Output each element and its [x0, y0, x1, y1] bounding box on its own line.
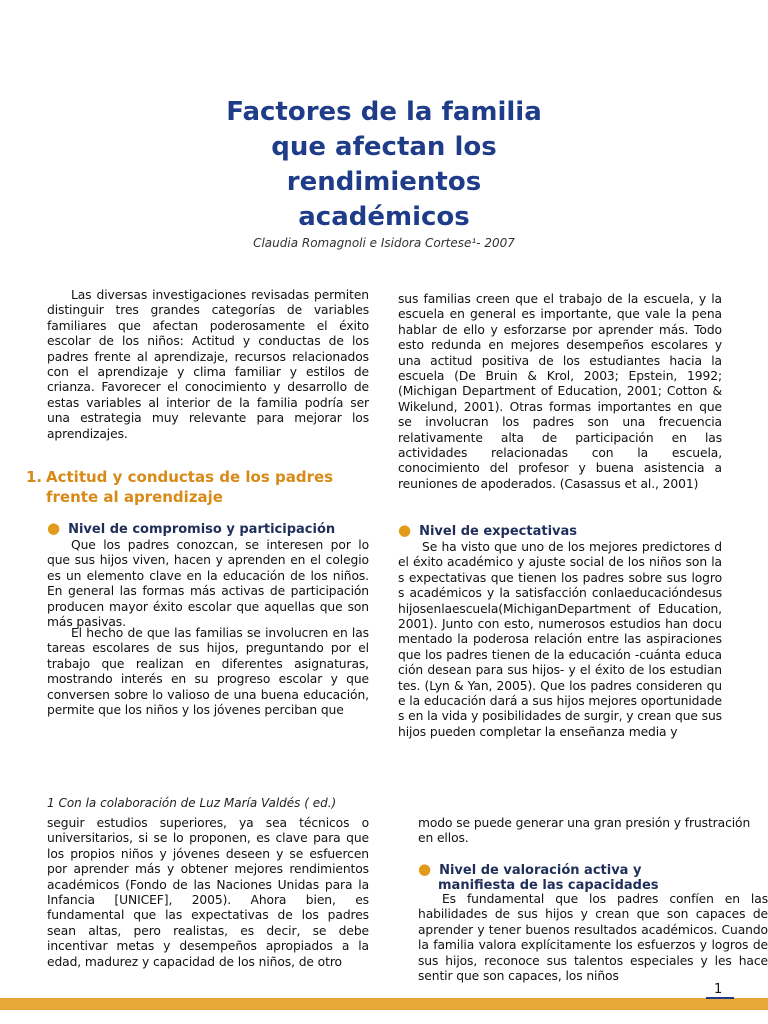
authors-text: Claudia Romagnoli e Isidora Cortese¹- 2007 — [253, 236, 515, 250]
title-line: Factores de la familia — [226, 97, 542, 127]
subheading-text: Nivel de compromiso y participación — [68, 522, 336, 537]
compromiso-paragraph-1: Que los padres conozcan, se interesen por lo que sus hijos viven, hacen y aprenden en el colegio es un elemento clave en la educación de los niños. En general las formas más activas de participación producen mayor éxito escolar que aquellas que son más pasivas. — [47, 538, 369, 630]
bullet-icon: ● — [398, 521, 412, 539]
page-title — [184, 95, 584, 235]
page-number-rule — [706, 997, 734, 999]
authors-line — [0, 236, 768, 250]
compromiso-paragraph-2: El hecho de que las familias se involucren en las tareas escolares de sus hijos, preguntando por el trabajo que realizan en diferentes asignaturas, mostrando interés en su progreso escolar y que conversen sobre lo valioso de una buena educación, permite que los niños y los jóvenes perciban que — [47, 626, 369, 718]
section-number: 1. — [26, 468, 43, 486]
title-line: que afectan los — [271, 132, 497, 162]
subheading-text-line2: manifiesta de las capacidades — [438, 878, 659, 893]
subheading-text: Nivel de valoración activa y — [439, 863, 642, 878]
intro-paragraph: Las diversas investigaciones revisadas permiten distinguir tres grandes categorías de variables familiares que afectan poderosamente el éxito escolar de los niños: Actitud y conductas de los padres frente al aprendizaje, recursos relacionados con el aprendizaje y clima familiar y estilos de crianza. Favorecer el conocimiento y desarrollo de estas variables al interior de la familia podría ser una estrategia muy relevante para mejorar los aprendizajes. — [47, 288, 369, 441]
section-heading-1 — [26, 467, 366, 507]
right-top-paragraph: sus familias creen que el trabajo de la escuela, y la escuela en general es importante, que vale la pena hablar de ello y esforzarse por aprender más. Todo esto redunda en mejores desempeños escolares y una actitud positiva de los estudiantes hacia la escuela (De Bruin & Krol, 2003; Epstein, 1992; (Michigan Department of Education, 2001; Cotton & Wikelund, 2001). Otras formas importantes en que se involucran los padres son una frecuencia relativamente alta de participación en las actividades relacionadas con la escuela, conocimiento del profesor y buena asistencia a reuniones de apoderados. (Casassus et al., 2001) — [398, 292, 722, 491]
title-line: rendimientos — [286, 167, 482, 197]
right-bottom-paragraph: modo se puede generar una gran presión y frustración en ellos. — [418, 816, 751, 846]
valoracion-paragraph: Es fundamental que los padres confíen en las habilidades de sus hijos y crean que son capaces de aprender y tener buenos resultados académicos. Cuando la familia valora explícitamente los esfuerzos y logros de sus hijos, reconoce sus talentos especiales y les hace sentir que son capaces, los niños — [418, 892, 768, 984]
bullet-icon: ● — [418, 860, 432, 878]
title-line: académicos — [298, 202, 470, 232]
bullet-icon: ● — [47, 519, 61, 537]
subheading-valoracion — [418, 862, 659, 893]
footer-bar — [0, 998, 768, 1010]
expectativas-paragraph: Se ha visto que uno de los mejores predictores del éxito académico y ajuste social de los niños son las expectativas que tienen los padres sobre sus logros académicos y la satisfacción conlaeducacióndesushijosenlaescuela(MichiganDepartment of Education, 2001). Junto con esto, numerosos estudios han documentado la poderosa relación entre las aspiraciones que los padres tienen de la educación -cuánta educación desean para sus hijos- y el éxito de los estudiantes. (Lyn & Yan, 2005). Que los padres consideren que la educación dará a sus hijos mejores oportunidades en la vida y posibilidades de surgir, y crean que sus hijos pueden completar la enseñanza media y — [398, 540, 722, 739]
page-number: 1 — [714, 982, 723, 997]
subheading-expectativas — [398, 523, 577, 539]
footnote: 1 Con la colaboración de Luz María Valdés ( ed.) — [47, 796, 337, 810]
section-heading-text: Actitud y conductas de los padres frente al aprendizaje — [46, 468, 334, 506]
left-bottom-paragraph: seguir estudios superiores, ya sea técnicos o universitarios, si se lo proponen, es clave para que los propios niños y jóvenes deseen y se esfuercen por aprender más y obtener mejores rendimientos académicos (Fondo de las Naciones Unidas para la Infancia [UNICEF], 2005). Ahora bien, es fundamental que las expectativas de los padres sean altas, pero realistas, es decir, se debe incentivar metas y desempeños apropiados a la edad, madurez y capacidad de los niños, de otro — [47, 816, 369, 969]
subheading-text: Nivel de expectativas — [419, 524, 578, 539]
subheading-compromiso — [47, 521, 335, 537]
